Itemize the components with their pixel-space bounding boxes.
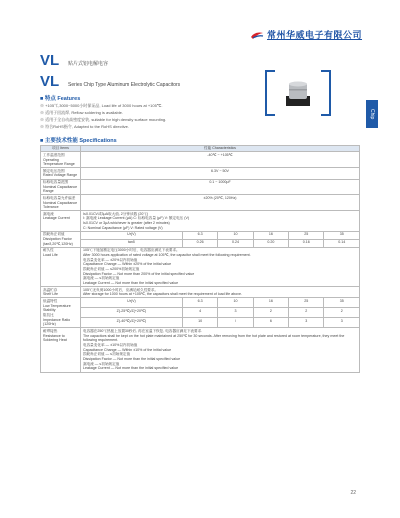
table-row: 损耗角正切值 Dissipation Factor (tanδ,20℃,120Hz) Ur(V) 6.3 10 16 25 35 [41, 231, 360, 239]
logo-swirl-icon [250, 30, 264, 40]
table-row: 耐焊接热 Resistance to Soldering Heat 电容器在250℃热板上放置30秒后, 再在室温下恢复, 电容器应满足下表要求. The capacitors shall be kept on the hot plate maintained at 250℃ for 30 seconds. After removing from the hot plate and restored at room temperature, they meet the following requirement. 电容量变化率 — ±10%以内初始值 Capacitance Change — Within ±10% of the initial value 损耗角正切值 — ≤初始规定值 Dissipation Factor — Not more than the initial specified value 漏电流 — ≤初始规定值 Leakage Current — Not more than the initial specified value [41, 328, 360, 372]
feature-item: ※ 适用于回流焊, Reflow soldering is available. [40, 110, 123, 115]
chip-capacitor-image [284, 80, 312, 108]
page-number: 22 [350, 490, 356, 496]
table-row: 高温贮存 Shelf Life 105℃无负荷1000小时后，应满足耐久性要求。 After storage for 1000 hours at +105℃, the capacitors shall meet the requirement of load life above. [41, 287, 360, 298]
feature-item: ※ +105℃,3000~5000小时保证品, Load life of 3000 hours at +105℃. [40, 103, 163, 108]
table-row: 低温特性 Low Temperature Stability 阻抗比 Impedance Ratio (120Hz) Ur(V) 6.3 10 16 25 35 [41, 298, 360, 308]
series-title-cn: 贴片式铝电解电容 [68, 61, 109, 67]
series-code-en: VL [40, 73, 60, 90]
series-title-en: Series Chip Type Aluminum Electrolytic Capacitors [68, 82, 181, 88]
series-header-en [40, 73, 180, 90]
table-row: Z(-25℃)/Z(+20℃) 4 3 2 2 2 [41, 308, 360, 318]
chip-side-tab: Chip [366, 100, 378, 128]
table-row: 标称电容量范围 Nominal Capacitance Range 0.1 ~ 1000μF [41, 179, 360, 195]
features-list [40, 102, 166, 130]
features-heading: ■ 特点 Features [40, 96, 81, 102]
table-row: 耐久性 Load Life 105℃下施加额定电压3000小时后，电容器应满足下表要求。 After 3000 hours application of rated voltage at 105℃, the capacitor shall meet the following requirement. 电容量变化率 — ±20%以内初始值 Capacitance Change — Within ±20% of the initial value 损耗角正切值 — ≤200%初始规定值 Dissipation Factor — Not more than 200% of the initial specified value 漏电流 — ≤初始规定值 Leakage Current — Not more than the initial specified value [41, 247, 360, 286]
series-code: VL [40, 52, 60, 69]
specifications-table [40, 145, 360, 373]
table-row: Z(-40℃)/Z(+20℃) 10 / 6 3 3 [41, 318, 360, 328]
table-row: 标称电容量允许偏差 Nominal Capacitance Tolerance ±20% (20℃, 120Hz) [41, 195, 360, 211]
table-row: 漏电流 Leakage Current I≤0.01CV或3μA取大值, 2分钟读数 (20℃) I: 漏电流 Leakage Current (μA) C: 标称电容量 (μF) V: 额定电压 (V) I≤0.01CV or 3μA whichever is greater (after 2 minutes) C: Nominal Capacitance (μF) V: Rated voltage (V) [41, 211, 360, 232]
series-header-cn [40, 52, 108, 69]
company-name: 常州华威电子有限公司 [267, 31, 363, 41]
table-row: tanδ 0.26 0.24 0.20 0.16 0.14 [41, 239, 360, 247]
items-header: 项目 Items [41, 146, 81, 152]
table-row: 工作温度范围 Operating Temperature Range -40℃ ~ +105℃ [41, 152, 360, 168]
characteristics-header: 性能 Characteristics [81, 146, 360, 152]
feature-item: ※ 适用于全自动高密度安装, suitable for high density surface mounting. [40, 117, 167, 122]
specifications-heading: ■ 主要技术性能 Specifications [40, 138, 117, 144]
table-row: 额定电压范围 Rated Voltage Range 6.3V ~ 50V [41, 168, 360, 179]
company-logo [250, 28, 362, 41]
feature-item: ※ 符合RoHS指令, Adapted to the RoHS directive. [40, 124, 129, 129]
